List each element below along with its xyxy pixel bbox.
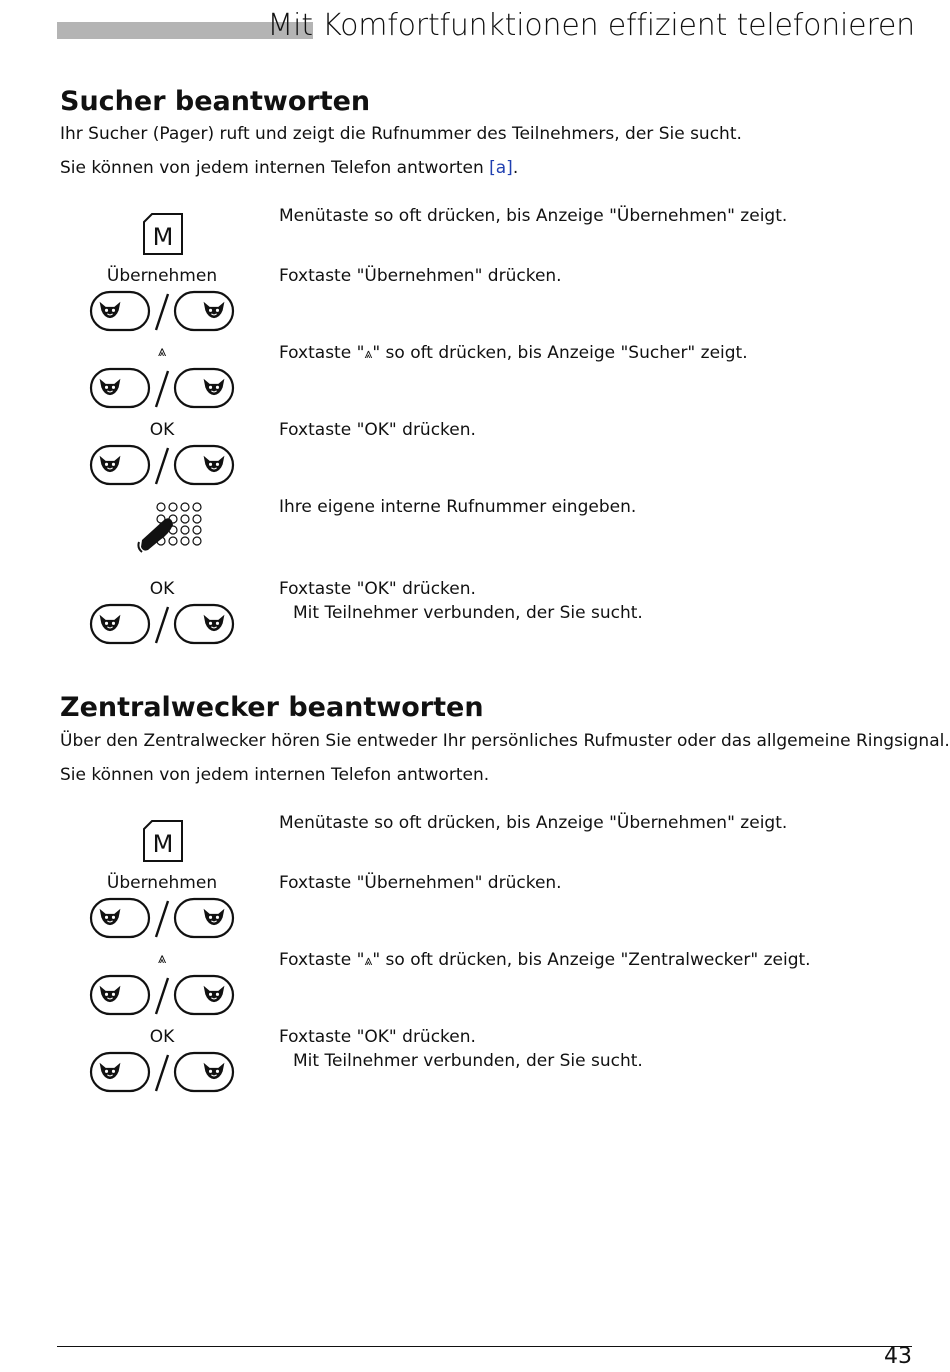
foxkey-pair-icon[interactable] — [89, 1051, 235, 1093]
s1-step2-label: Übernehmen — [106, 266, 218, 286]
section1-intro-2: Sie können von jedem internen Telefon antworten [a]. — [60, 158, 519, 178]
s2-step2-label: Übernehmen — [106, 873, 218, 893]
s1-step6-subtext: Mit Teilnehmer verbunden, der Sie sucht. — [293, 603, 643, 623]
foxkey-pair-icon[interactable] — [89, 444, 235, 486]
s1-step1-text: Menütaste so oft drücken, bis Anzeige "Übernehmen" zeigt. — [279, 206, 788, 226]
foxkey-pair-icon[interactable] — [89, 603, 235, 645]
s1-step5-text: Ihre eigene interne Rufnummer eingeben. — [279, 497, 637, 517]
page-header-title: Mit Komfortfunktionen effizient telefonieren — [267, 8, 915, 43]
foxkey-pair-icon[interactable] — [89, 974, 235, 1016]
s2-step1-text: Menütaste so oft drücken, bis Anzeige "Übernehmen" zeigt. — [279, 813, 788, 833]
section-heading-zentralwecker: Zentralwecker beantworten — [60, 692, 484, 723]
section2-intro-2: Sie können von jedem internen Telefon antworten. — [60, 765, 490, 785]
menu-key-letter: M — [152, 223, 174, 251]
s1-step6-label: OK — [149, 579, 175, 599]
s2-step4-text: Foxtaste "OK" drücken. Mit Teilnehmer verbunden, der Sie sucht. — [279, 1027, 643, 1071]
keypad-hand-icon — [136, 500, 206, 556]
s2-step3-text: Foxtaste "⩓" so oft drücken, bis Anzeige "Zentralwecker" zeigt. — [279, 950, 811, 970]
foxkey-pair-icon[interactable] — [89, 367, 235, 409]
s1-step2-text: Foxtaste "Übernehmen" drücken. — [279, 266, 562, 286]
menu-key-icon — [142, 819, 184, 863]
reference-link[interactable]: [a] — [489, 158, 513, 178]
s1-step3-label: ⩓ — [157, 342, 167, 360]
foxkey-pair-icon[interactable] — [89, 290, 235, 332]
page-number: 43 — [884, 1344, 912, 1369]
footer-rule — [57, 1346, 912, 1347]
section2-intro-1: Über den Zentralwecker hören Sie entweder Ihr persönliches Rufmuster oder das allgemeine Ringsignal. — [60, 731, 950, 751]
s2-step4-label: OK — [149, 1027, 175, 1047]
menu-key-letter: M — [152, 830, 174, 858]
s1-step3-text: Foxtaste "⩓" so oft drücken, bis Anzeige "Sucher" zeigt. — [279, 343, 748, 363]
s2-step3-label: ⩓ — [157, 949, 167, 967]
section1-intro-1: Ihr Sucher (Pager) ruft und zeigt die Rufnummer des Teilnehmers, der Sie sucht. — [60, 124, 742, 144]
s1-step6-text: Foxtaste "OK" drücken. Mit Teilnehmer verbunden, der Sie sucht. — [279, 579, 643, 623]
s2-step2-text: Foxtaste "Übernehmen" drücken. — [279, 873, 562, 893]
section-heading-sucher: Sucher beantworten — [60, 86, 371, 117]
s1-step4-text: Foxtaste "OK" drücken. — [279, 420, 476, 440]
foxkey-pair-icon[interactable] — [89, 897, 235, 939]
s2-step4-subtext: Mit Teilnehmer verbunden, der Sie sucht. — [293, 1051, 643, 1071]
s1-step4-label: OK — [149, 420, 175, 440]
menu-key-icon — [142, 212, 184, 256]
